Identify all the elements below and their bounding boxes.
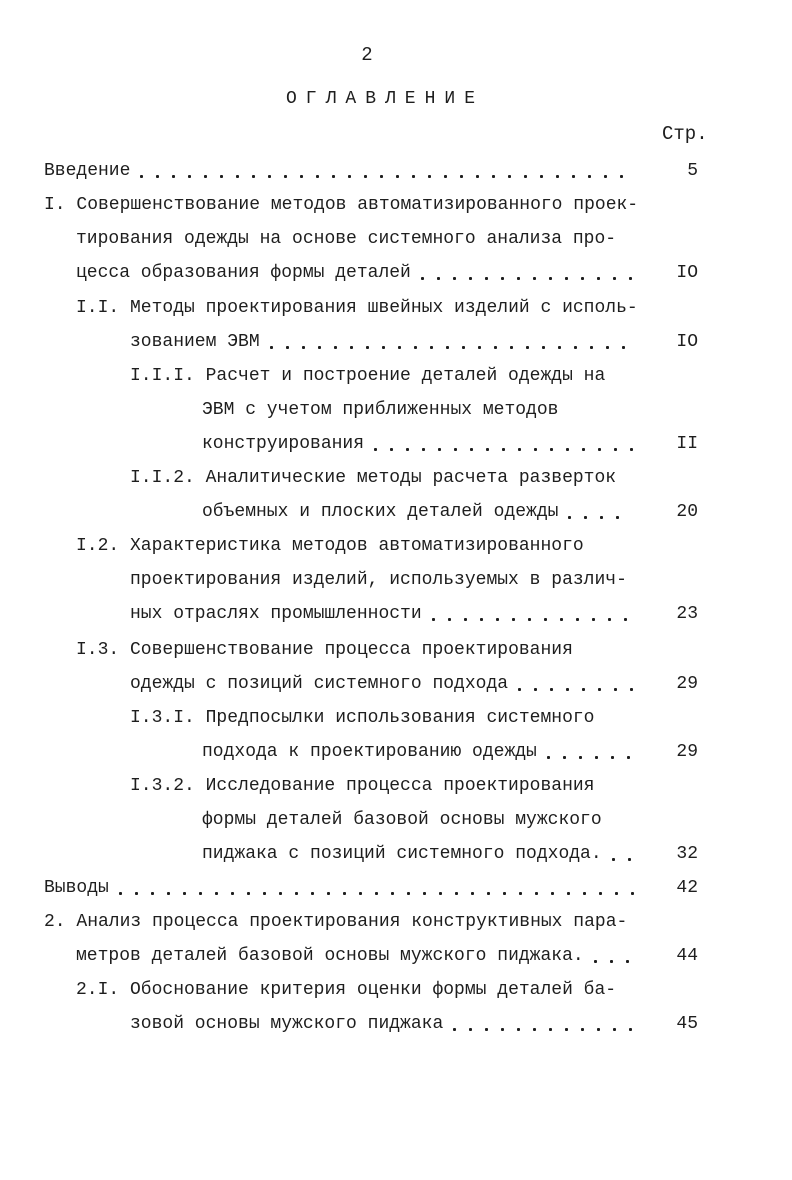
toc-page-number: IO [676,332,698,353]
leader-dot [631,892,634,895]
leader-dot [611,756,614,759]
leader-dot [470,448,473,451]
leader-dot [494,346,497,349]
leader-dot [566,448,569,451]
leader-dot [535,892,538,895]
leader-dot [334,346,337,349]
leader-dot [565,277,568,280]
leader-dot [172,175,175,178]
leader-dot [485,1028,488,1031]
leader-dot [486,448,489,451]
leader-dot [624,618,627,621]
leader-dot [627,756,630,759]
leader-dot [550,448,553,451]
leader-dot [300,175,303,178]
leader-dot [560,618,563,621]
leader-dot [496,618,499,621]
leader-dot [247,892,250,895]
toc-page-number: 20 [676,502,698,523]
leader-dot [252,175,255,178]
leader-dot [487,892,490,895]
toc-page-number: 42 [676,878,698,898]
leader-dot [614,688,617,691]
leader-dot [610,960,613,963]
leader-dot [263,892,266,895]
leader-dot [565,1028,568,1031]
leader-dot [626,960,629,963]
leader-dot [503,892,506,895]
leader-dot [469,1028,472,1031]
leader-dot [476,175,479,178]
leader-dot [501,277,504,280]
toc-entry-line: одежды с позиций системного подхода [130,674,509,695]
leader-dot [438,448,441,451]
leader-dot [613,1028,616,1031]
leader-dot [599,892,602,895]
leader-dot [550,688,553,691]
toc-entry-line: зовой основы мужского пиджака [130,1014,444,1035]
leader-dot [526,346,529,349]
toc-entry-line: I.3.I. Предпосылки использования системного [130,708,595,728]
leader-dot [316,175,319,178]
leader-dot [421,277,424,280]
toc-entry-line: конструирования [202,434,365,455]
leader-dot [455,892,458,895]
toc-entry-line: I.3.2. Исследование процесса проектирования [130,776,595,796]
leader-dot [375,892,378,895]
leader-dot [302,346,305,349]
leader-dot [412,175,415,178]
leader-dot [423,892,426,895]
toc-entry-line: зованием ЭВМ [130,332,260,353]
leader-dot [547,756,550,759]
leader-dot [576,618,579,621]
leader-dot [156,175,159,178]
toc-page-number: IO [676,263,698,284]
leader-dot [517,277,520,280]
leader-dot [629,1028,632,1031]
leader-dot [119,892,122,895]
leader-dot [630,448,633,451]
leader-dot [295,892,298,895]
toc-entry-line: цесса образования формы деталей [76,263,411,284]
leader-dot [582,448,585,451]
leader-dot [615,892,618,895]
leader-dot [448,618,451,621]
leader-dot [462,346,465,349]
leader-dot [453,277,456,280]
leader-dot [622,346,625,349]
leader-dot [533,1028,536,1031]
toc-entry-line: ных отраслях промышленности [130,604,422,625]
toc-entry-line: тирования одежды на основе системного анализа про- [76,229,617,250]
leader-dot [439,892,442,895]
leader-dot [628,858,631,861]
leader-dot [359,892,362,895]
leader-dot [167,892,170,895]
leader-dot [444,175,447,178]
leader-dot [464,618,467,621]
leader-dot [318,346,321,349]
leader-dot [510,346,513,349]
leader-dot [469,277,472,280]
leader-dot [614,448,617,451]
leader-dot [597,277,600,280]
leader-dot [581,1028,584,1031]
leader-dot [558,346,561,349]
leader-dot [428,175,431,178]
leader-dot [430,346,433,349]
leader-dot [406,448,409,451]
leader-dot [608,618,611,621]
leader-dot [549,277,552,280]
leader-dot [502,448,505,451]
leader-dot [524,175,527,178]
leader-dot [220,175,223,178]
leader-dot [518,688,521,691]
toc-page-number: 23 [676,604,698,625]
page-number: 2 [361,44,373,66]
toc-page-number: 29 [676,674,698,695]
leader-dot [533,277,536,280]
toc-entry-line: проектирования изделий, используемых в различ- [130,570,627,591]
toc-entry-line: формы деталей базовой основы мужского [202,810,602,831]
leader-dot [414,346,417,349]
leader-dot [512,618,515,621]
leader-dot [380,175,383,178]
leader-dot [540,175,543,178]
toc-entry-line: объемных и плоских деталей одежды [202,502,559,523]
leader-dot [534,688,537,691]
leader-dot [364,175,367,178]
toc-entry-line: I.I. Методы проектирования швейных изделий с исполь- [76,298,638,318]
leader-dot [598,448,601,451]
leader-dot [563,756,566,759]
toc-page-number: 45 [676,1014,698,1035]
leader-dot [544,618,547,621]
leader-dot [437,277,440,280]
leader-dot [485,277,488,280]
toc-page-number: 5 [687,161,698,181]
leader-dot [471,892,474,895]
leader-dot [453,1028,456,1031]
leader-dot [606,346,609,349]
toc-entry-line: 2.I. Обоснование критерия оценки формы деталей ба- [76,980,617,1000]
leader-dot [613,277,616,280]
leader-dot [568,516,571,519]
leader-dot [630,688,633,691]
leader-dot [231,892,234,895]
leader-dot [518,448,521,451]
toc-entry-line: Выводы [44,878,109,898]
leader-dot [382,346,385,349]
leader-dot [508,175,511,178]
toc-entry-line: I.I.I. Расчет и построение деталей одежды на [130,366,606,386]
toc-entry-line: I.I.2. Аналитические методы расчета разверток [130,468,617,488]
toc-page-number: 32 [676,844,698,865]
toc-page-number: 29 [676,742,698,763]
leader-dot [478,346,481,349]
leader-dot [432,618,435,621]
toc-entry-line: I.3. Совершенствование процесса проектирования [76,640,573,660]
leader-dot [236,175,239,178]
leader-dot [542,346,545,349]
leader-dot [286,346,289,349]
leader-dot [551,892,554,895]
leader-dot [183,892,186,895]
leader-dot [215,892,218,895]
leader-dot [284,175,287,178]
leader-dot [407,892,410,895]
leader-dot [396,175,399,178]
leader-dot [519,892,522,895]
leader-dot [592,618,595,621]
leader-dot [549,1028,552,1031]
leader-dot [374,448,377,451]
toc-page-number: II [676,434,698,455]
leader-dot [480,618,483,621]
leader-dot [350,346,353,349]
leader-dot [528,618,531,621]
leader-dot [612,858,615,861]
toc-entry-line: I.2. Характеристика методов автоматизированного [76,536,584,556]
toc-entry-line: подхода к проектированию одежды [202,742,537,763]
leader-dot [327,892,330,895]
toc-page-number: 44 [676,946,698,967]
leader-dot [135,892,138,895]
leader-dot [588,175,591,178]
leader-dot [594,960,597,963]
leader-dot [422,448,425,451]
leader-dot [151,892,154,895]
leader-dot [460,175,463,178]
leader-dot [572,175,575,178]
toc-entry-line: метров деталей базовой основы мужского пиджака. [76,946,584,967]
leader-dot [517,1028,520,1031]
leader-dot [446,346,449,349]
leader-dot [140,175,143,178]
leader-dot [268,175,271,178]
leader-dot [270,346,273,349]
leader-dot [332,175,335,178]
toc-entry-line: ЭВМ с учетом приближенных методов [202,400,559,421]
leader-dot [579,756,582,759]
leader-dot [581,277,584,280]
leader-dot [199,892,202,895]
leader-dot [604,175,607,178]
leader-dot [343,892,346,895]
leader-dot [348,175,351,178]
leader-dot [600,516,603,519]
leader-dot [616,516,619,519]
leader-dot [583,892,586,895]
leader-dot [597,1028,600,1031]
leader-dot [584,516,587,519]
leader-dot [598,688,601,691]
leader-dot [574,346,577,349]
leader-dot [188,175,191,178]
leader-dot [454,448,457,451]
leader-dot [629,277,632,280]
leader-dot [567,892,570,895]
leader-dot [620,175,623,178]
leader-dot [492,175,495,178]
leader-dot [398,346,401,349]
page-title: ОГЛАВЛЕНИЕ [285,89,485,109]
leader-dot [582,688,585,691]
toc-entry-line: 2. Анализ процесса проектирования конструктивных пара- [44,912,628,932]
leader-dot [390,448,393,451]
page-column-label: Стр. [662,123,708,145]
toc-entry-line: Введение [44,161,131,181]
leader-dot [556,175,559,178]
leader-dot [279,892,282,895]
leader-dot [501,1028,504,1031]
leader-dot [204,175,207,178]
leader-dot [366,346,369,349]
toc-entry-line: пиджака с позиций системного подхода. [202,844,602,865]
leader-dot [311,892,314,895]
leader-dot [566,688,569,691]
leader-dot [534,448,537,451]
toc-entry-line: I. Совершенствование методов автоматизированного проек- [44,195,639,215]
leader-dot [595,756,598,759]
leader-dot [391,892,394,895]
leader-dot [590,346,593,349]
